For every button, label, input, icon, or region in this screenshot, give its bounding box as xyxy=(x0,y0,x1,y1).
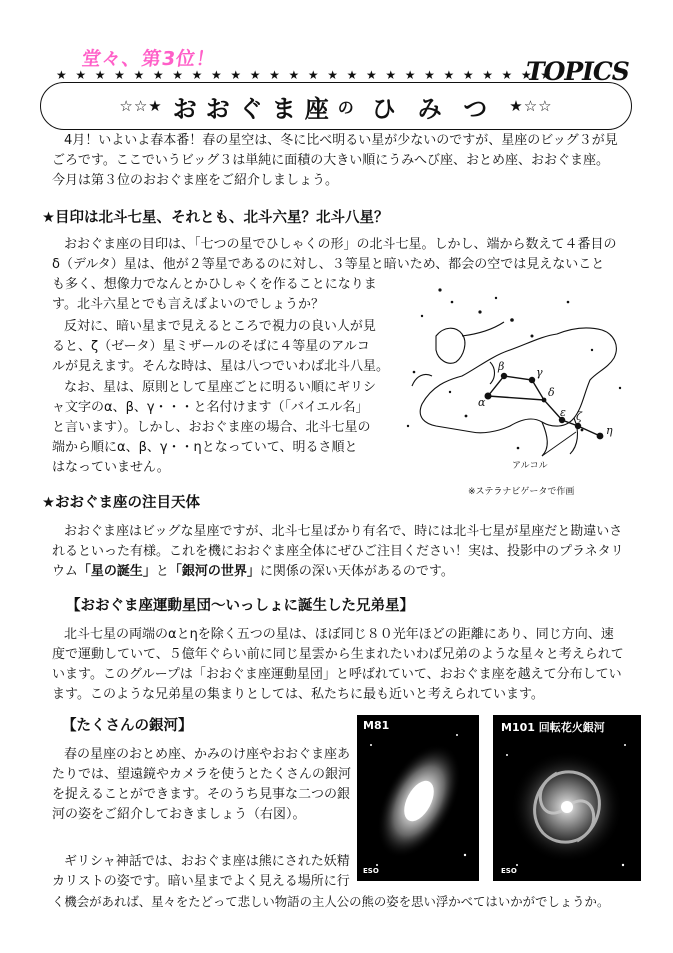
title-stars-right: ★☆☆ xyxy=(509,97,553,115)
s4-line-5: ギリシャ神話では、おおぐま座は熊にされた妖精 xyxy=(64,854,350,869)
label-zeta: ζ xyxy=(576,410,582,423)
m101-credit: ESO xyxy=(501,867,517,875)
s4-line-4: 河の姿をご紹介しておきましょう（右図）。 xyxy=(52,807,306,822)
section2-heading: ★おおぐま座の注目天体 xyxy=(42,495,200,511)
star-gamma xyxy=(529,377,535,383)
s4-line-3: を捉えることができます。そのうち見事な二つの銀 xyxy=(52,787,350,802)
s1-line-12: はなっていません。 xyxy=(52,460,170,475)
stars-group xyxy=(407,288,621,449)
star-beta xyxy=(501,373,507,379)
m81-galaxy-image xyxy=(357,715,479,881)
label-alpha: α xyxy=(478,396,486,409)
star-zeta xyxy=(575,423,581,429)
label-gamma: γ xyxy=(536,366,543,379)
label-epsilon: ε xyxy=(560,406,566,419)
figure-caption: ※ステラナビゲータで作画 xyxy=(468,487,575,497)
intro-line-1: 4月！いよいよ春本番！春の星空は、冬に比べ明るい星が少ないのですが、星座のビッグ３が見 xyxy=(64,133,618,148)
intro-line-2: ごろです。ここでいうビッグ３は単純に面積の大きい順にうみへび座、おとめ座、おおぐま座。 xyxy=(52,153,610,168)
s1-line-8: なお、星は、原則として星座ごとに明るい順にギリシ xyxy=(64,380,377,395)
m81-photo xyxy=(357,715,479,881)
page-title xyxy=(40,82,632,130)
s1-line-2: δ（デルタ）星は、他が２等星であるのに対し、３等星と暗いため、都会の空では見えないこと xyxy=(52,257,605,272)
s2-line-3: ウム「星の誕生」と「銀河の世界」に関係の深い天体があるのです。 xyxy=(52,564,454,579)
title-no: の xyxy=(337,97,356,117)
label-alcor: アルコル xyxy=(512,461,548,471)
m101-label: M101 回転花火銀河 xyxy=(501,721,605,734)
title-stars-left: ☆☆★ xyxy=(119,97,163,115)
star-alcor xyxy=(581,429,584,432)
s1-line-9: ャ文字のα、β、γ・・・と名付けます（「バイエル名」 xyxy=(52,400,369,415)
topics-label: TOPICS xyxy=(526,57,629,86)
m101-photo xyxy=(493,715,641,881)
show-star-birth: 「星の誕生」 xyxy=(77,564,156,579)
m101-galaxy-image xyxy=(493,715,641,881)
rank-banner: 堂々、第3位！ xyxy=(80,48,218,70)
s3-line-2: 度で運動していて、５億年ぐらい前に同じ星雲から生まれたいわば兄弟のような星々と考えられて xyxy=(52,647,624,662)
s3-line-3: います。このグループは「おおぐま座運動星団」と呼ばれていて、おおぐま座を越えて分布してい xyxy=(52,667,622,682)
s1-line-10: と言います）。しかし、おおぐま座の場合、北斗七星の xyxy=(52,420,371,435)
title-end: ひみつ xyxy=(371,94,510,123)
label-delta: δ xyxy=(548,386,555,399)
s4-line-1: 春の星座のおとめ座、かみのけ座やおおぐま座あ xyxy=(64,747,351,762)
s1-line-6: ると、ζ（ゼータ）星ミザールのそばに４等星のアルコ xyxy=(52,339,370,354)
section4-heading: 【たくさんの銀河】 xyxy=(62,718,193,734)
s1-line-5: 反対に、暗い星まで見えるところで視力の良い人が見 xyxy=(64,319,376,334)
title-main: おおぐま座 xyxy=(172,94,338,123)
s1-line-4: す。北斗六星とでも言えばよいのでしょうか？ xyxy=(52,297,324,312)
label-beta: β xyxy=(498,360,505,373)
bear-outline xyxy=(412,322,616,456)
star-border: ★ ★ ★ ★ ★ ★ ★ ★ ★ ★ ★ ★ ★ ★ ★ ★ ★ ★ ★ ★ ★ ★ ★ ★ ★ ★ xyxy=(56,68,554,82)
s3-line-1: 北斗七星の両端のαとηを除く五つの星は、ほぼ同じ８０光年ほどの距離にあり、同じ方向、速 xyxy=(64,627,614,642)
s3-line-4: ます。このような兄弟星の集まりとしては、私たちに最も近いと考えられています。 xyxy=(52,687,544,702)
s4-line-7: く機会があれば、星々をたどって悲しい物語の主人公の熊の姿を思い浮かべてはいかがでしょうか。 xyxy=(52,894,610,909)
s4-line-6: カリストの姿です。暗い星までよく見える場所に行 xyxy=(52,874,350,889)
s1-line-1: おおぐま座の目印は、「七つの星でひしゃくの形」の北斗七星。しかし、端から数えて４番目の xyxy=(64,237,617,252)
s1-line-11: 端から順にα、β、γ・・ηとなっていて、明るさ順と xyxy=(52,440,358,455)
m81-label: M81 xyxy=(363,719,390,732)
star-delta xyxy=(542,398,547,403)
ursa-major-figure xyxy=(392,276,632,476)
m81-credit: ESO xyxy=(363,867,379,875)
section3-heading: 【おおぐま座運動星団〜いっしょに誕生した兄弟星】 xyxy=(66,598,414,614)
intro-line-3: 今月は第３位のおおぐま座をご紹介しましょう。 xyxy=(52,173,339,188)
star-eta xyxy=(597,433,604,440)
section1-heading: ★目印は北斗七星、それとも、北斗六星？北斗八星？ xyxy=(42,210,389,226)
s1-line-7: ルが見えます。そんな時は、星は八つでいわば北斗八星。 xyxy=(52,359,389,374)
s1-line-3: も多く、想像力でなんとかひしゃくを作ることになりま xyxy=(52,277,377,292)
label-eta: η xyxy=(606,424,613,437)
show-galaxy-world: 「銀河の世界」 xyxy=(168,564,260,579)
s4-line-2: たりでは、望遠鏡やカメラを使うとたくさんの銀河 xyxy=(52,767,352,782)
s2-line-1: おおぐま座はビッグな星座ですが、北斗七星ばかり有名で、時には北斗七星が星座だと勘違いさ xyxy=(64,524,623,539)
star-alpha xyxy=(485,393,492,400)
s2-line-2: れるといった有様。これを機におおぐま座全体にぜひご注目ください！実は、投影中のプラネタリ xyxy=(52,544,624,559)
